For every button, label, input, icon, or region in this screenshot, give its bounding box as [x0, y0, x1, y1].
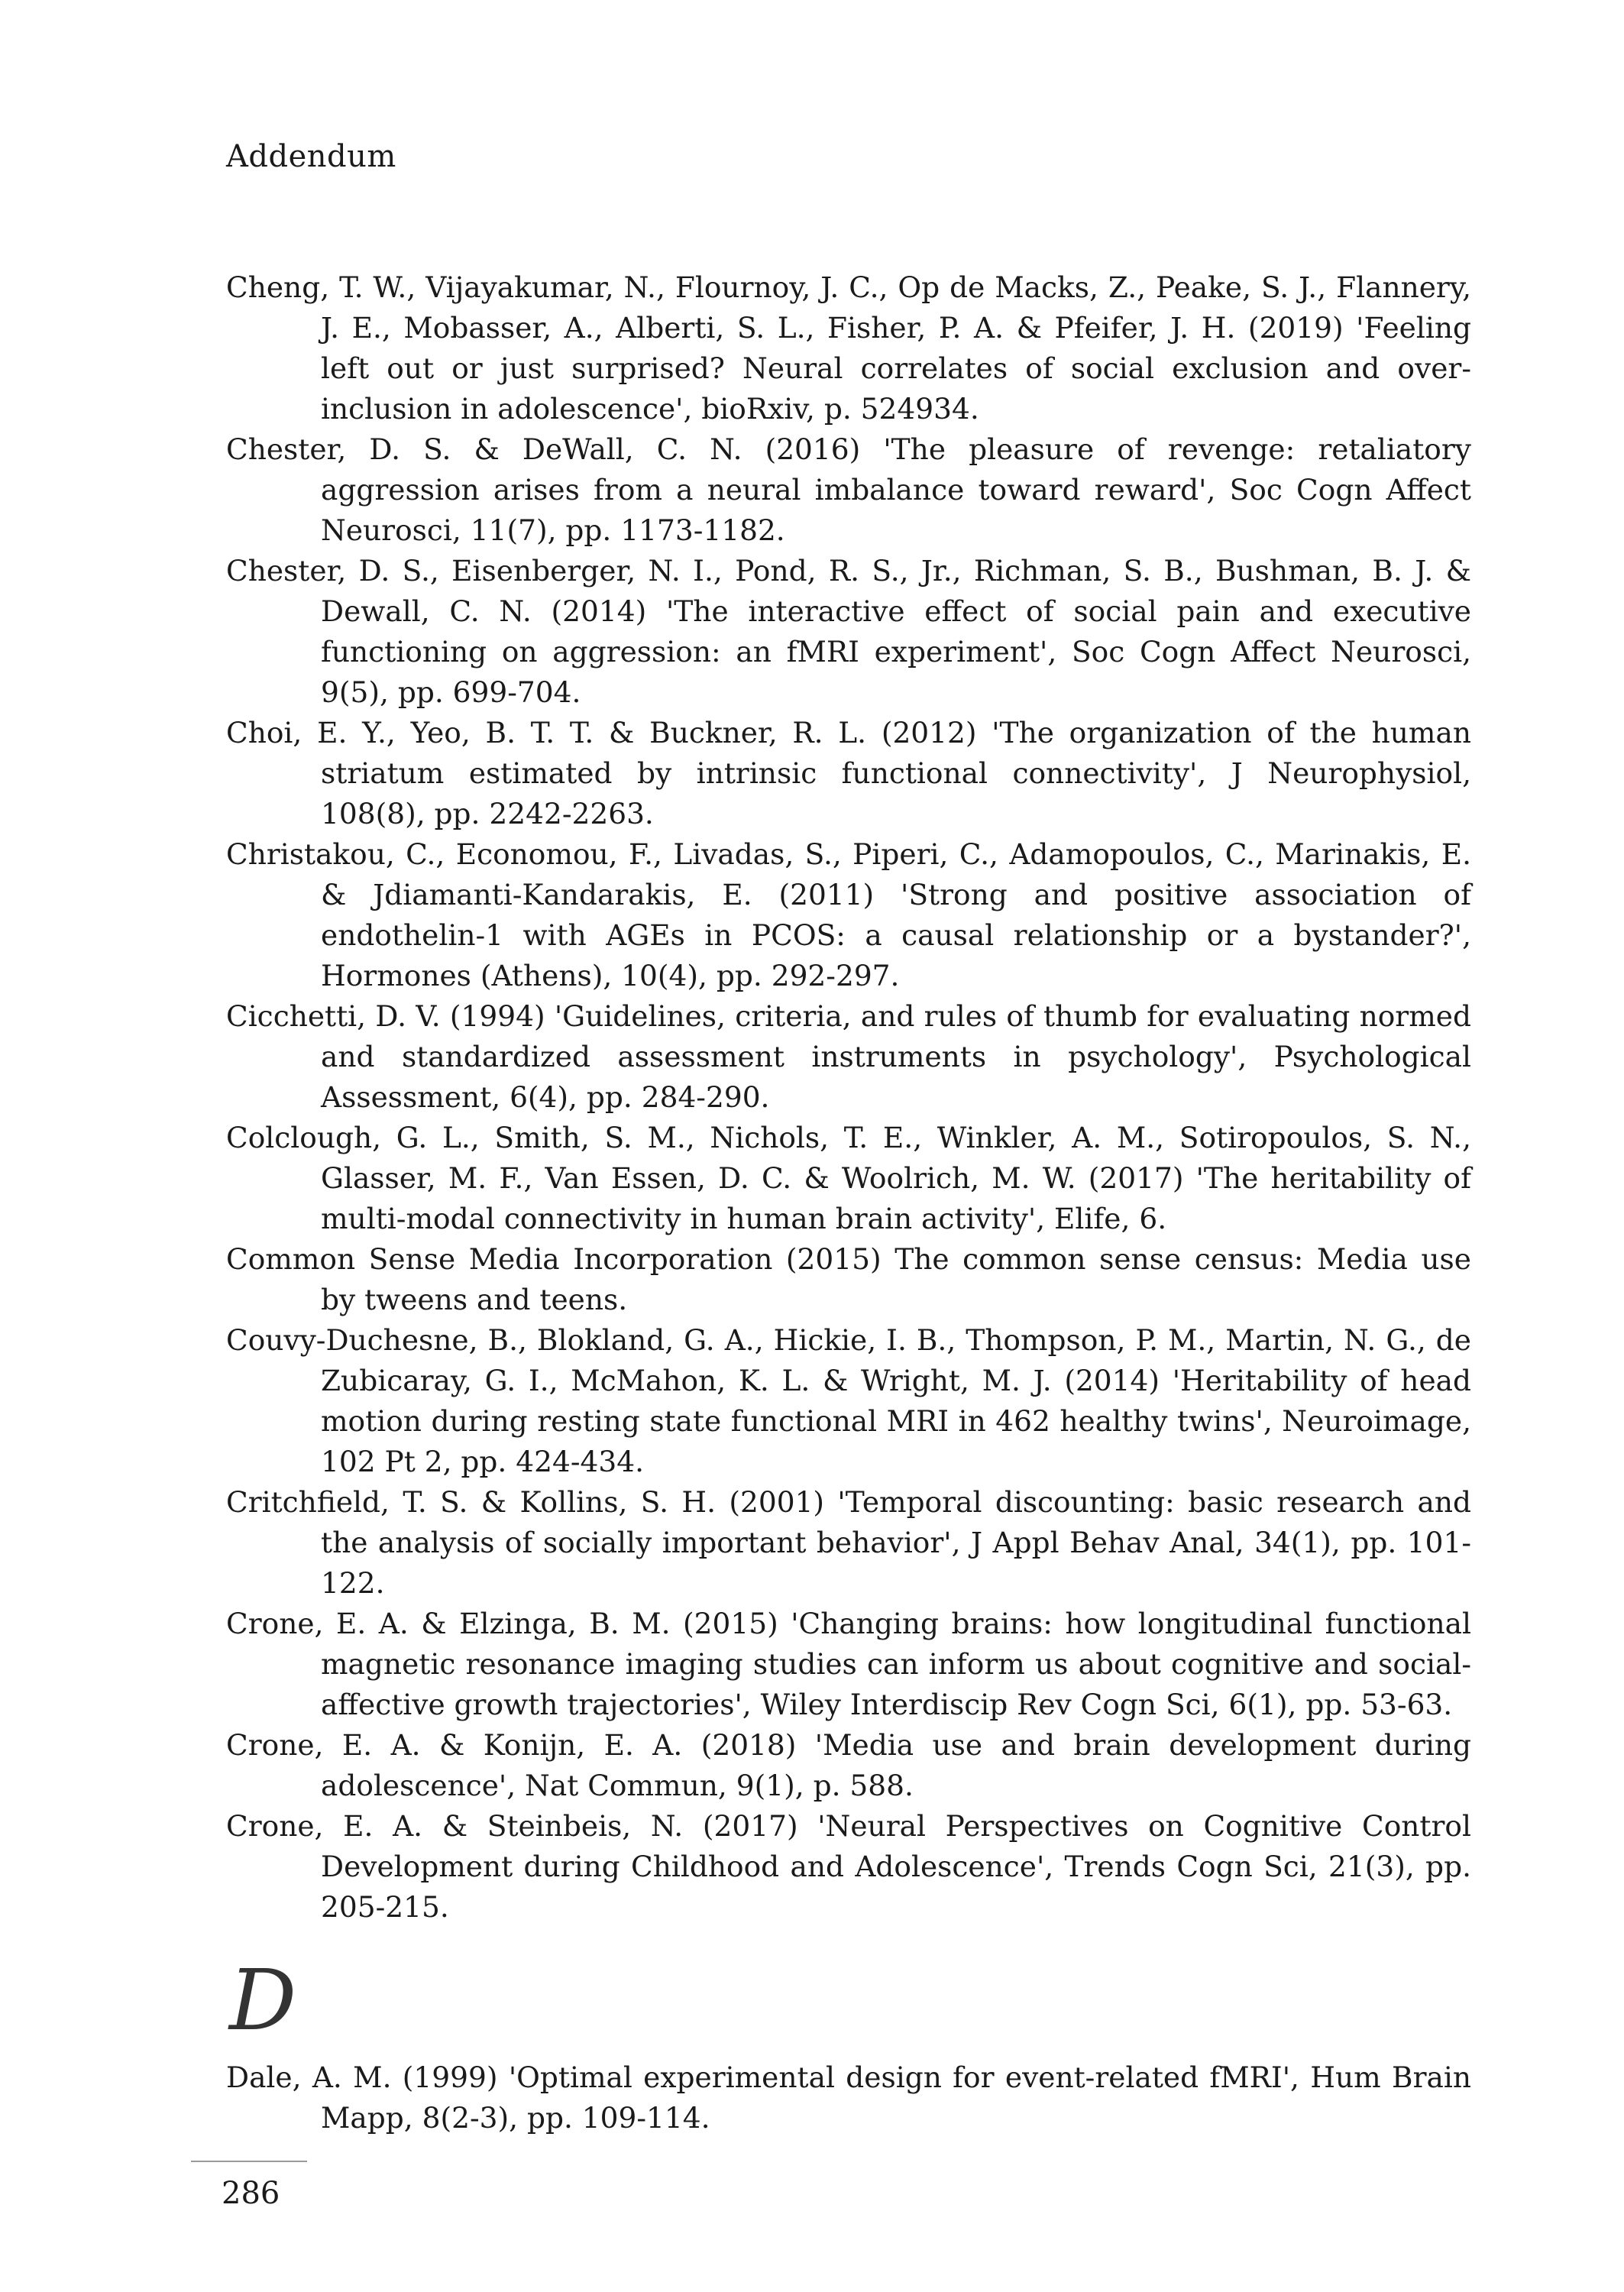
- reference-entry: Crone, E. A. & Konijn, E. A. (2018) 'Media use and brain development during adolescence', Nat Commun, 9(1), p. 588.: [226, 1728, 1471, 1802]
- reference-entry: Dale, A. M. (1999) 'Optimal experimental design for event-related fMRI', Hum Brain Mapp, 8(2-3), pp. 109-114.: [226, 2061, 1471, 2135]
- reference-entry: Choi, E. Y., Yeo, B. T. T. & Buckner, R. L. (2012) 'The organization of the human striatum estimated by intrinsic functional connectivity', J Neurophysiol, 108(8), pp. 2242-2263.: [226, 716, 1471, 830]
- reference-entry: Cheng, T. W., Vijayakumar, N., Flournoy, J. C., Op de Macks, Z., Peake, S. J., Flannery, J. E., Mobasser, A., Alberti, S. L., Fisher, P. A. & Pfeifer, J. H. (2019) 'Feeling left out or just surprised? Neural correlates of social exclusion and over-inclusion in adolescence', bioRxiv, p. 524934.: [226, 270, 1471, 426]
- reference-entry: Crone, E. A. & Steinbeis, N. (2017) 'Neural Perspectives on Cognitive Control Development during Childhood and Adolescence', Trends Cogn Sci, 21(3), pp. 205-215.: [226, 1809, 1471, 1924]
- reference-entry: Couvy-Duchesne, B., Blokland, G. A., Hickie, I. B., Thompson, P. M., Martin, N. G., de Zubicaray, G. I., McMahon, K. L. & Wright, M. J. (2014) 'Heritability of head motion during resting state functional MRI in 462 healthy twins', Neuroimage, 102 Pt 2, pp. 424-434.: [226, 1323, 1471, 1478]
- page-number: 286: [222, 2176, 280, 2211]
- reference-entry: Common Sense Media Incorporation (2015) The common sense census: Media use by tweens and teens.: [226, 1242, 1471, 1316]
- running-head-title: Addendum: [226, 139, 396, 174]
- reference-entry: Cicchetti, D. V. (1994) 'Guidelines, criteria, and rules of thumb for evaluating normed and standardized assessment instruments in psychology', Psychological Assessment, 6(4), pp. 284-290.: [226, 999, 1471, 1114]
- footer-divider: [191, 2161, 307, 2162]
- reference-entry: Chester, D. S. & DeWall, C. N. (2016) 'The pleasure of revenge: retaliatory aggression arises from a neural imbalance toward reward', Soc Cogn Affect Neurosci, 11(7), pp. 1173-1182.: [226, 432, 1471, 547]
- reference-list: [226, 267, 1471, 2138]
- reference-entry: Colclough, G. L., Smith, S. M., Nichols, T. E., Winkler, A. M., Sotiropoulos, S. N., Glasser, M. F., Van Essen, D. C. & Woolrich, M. W. (2017) 'The heritability of multi-modal connectivity in human brain activity', Elife, 6.: [226, 1121, 1471, 1235]
- reference-entry: Crone, E. A. & Elzinga, B. M. (2015) 'Changing brains: how longitudinal functional magnetic resonance imaging studies can inform us about cognitive and social-affective growth trajectories', Wiley Interdiscip Rev Cogn Sci, 6(1), pp. 53-63.: [226, 1607, 1471, 1721]
- reference-entry: Christakou, C., Economou, F., Livadas, S., Piperi, C., Adamopoulos, C., Marinakis, E. & Jdiamanti-Kandarakis, E. (2011) 'Strong and positive association of endothelin-1 with AGEs in PCOS: a causal relationship or a bystander?', Hormones (Athens), 10(4), pp. 292-297.: [226, 837, 1471, 992]
- reference-entry: Chester, D. S., Eisenberger, N. I., Pond, R. S., Jr., Richman, S. B., Bushman, B. J. & Dewall, C. N. (2014) 'The interactive effect of social pain and executive functioning on aggression: an fMRI experiment', Soc Cogn Affect Neurosci, 9(5), pp. 699-704.: [226, 554, 1471, 709]
- section-letter-heading: D: [229, 1951, 297, 2049]
- reference-entry: Critchfield, T. S. & Kollins, S. H. (2001) 'Temporal discounting: basic research and the analysis of socially important behavior', J Appl Behav Anal, 34(1), pp. 101-122.: [226, 1485, 1471, 1600]
